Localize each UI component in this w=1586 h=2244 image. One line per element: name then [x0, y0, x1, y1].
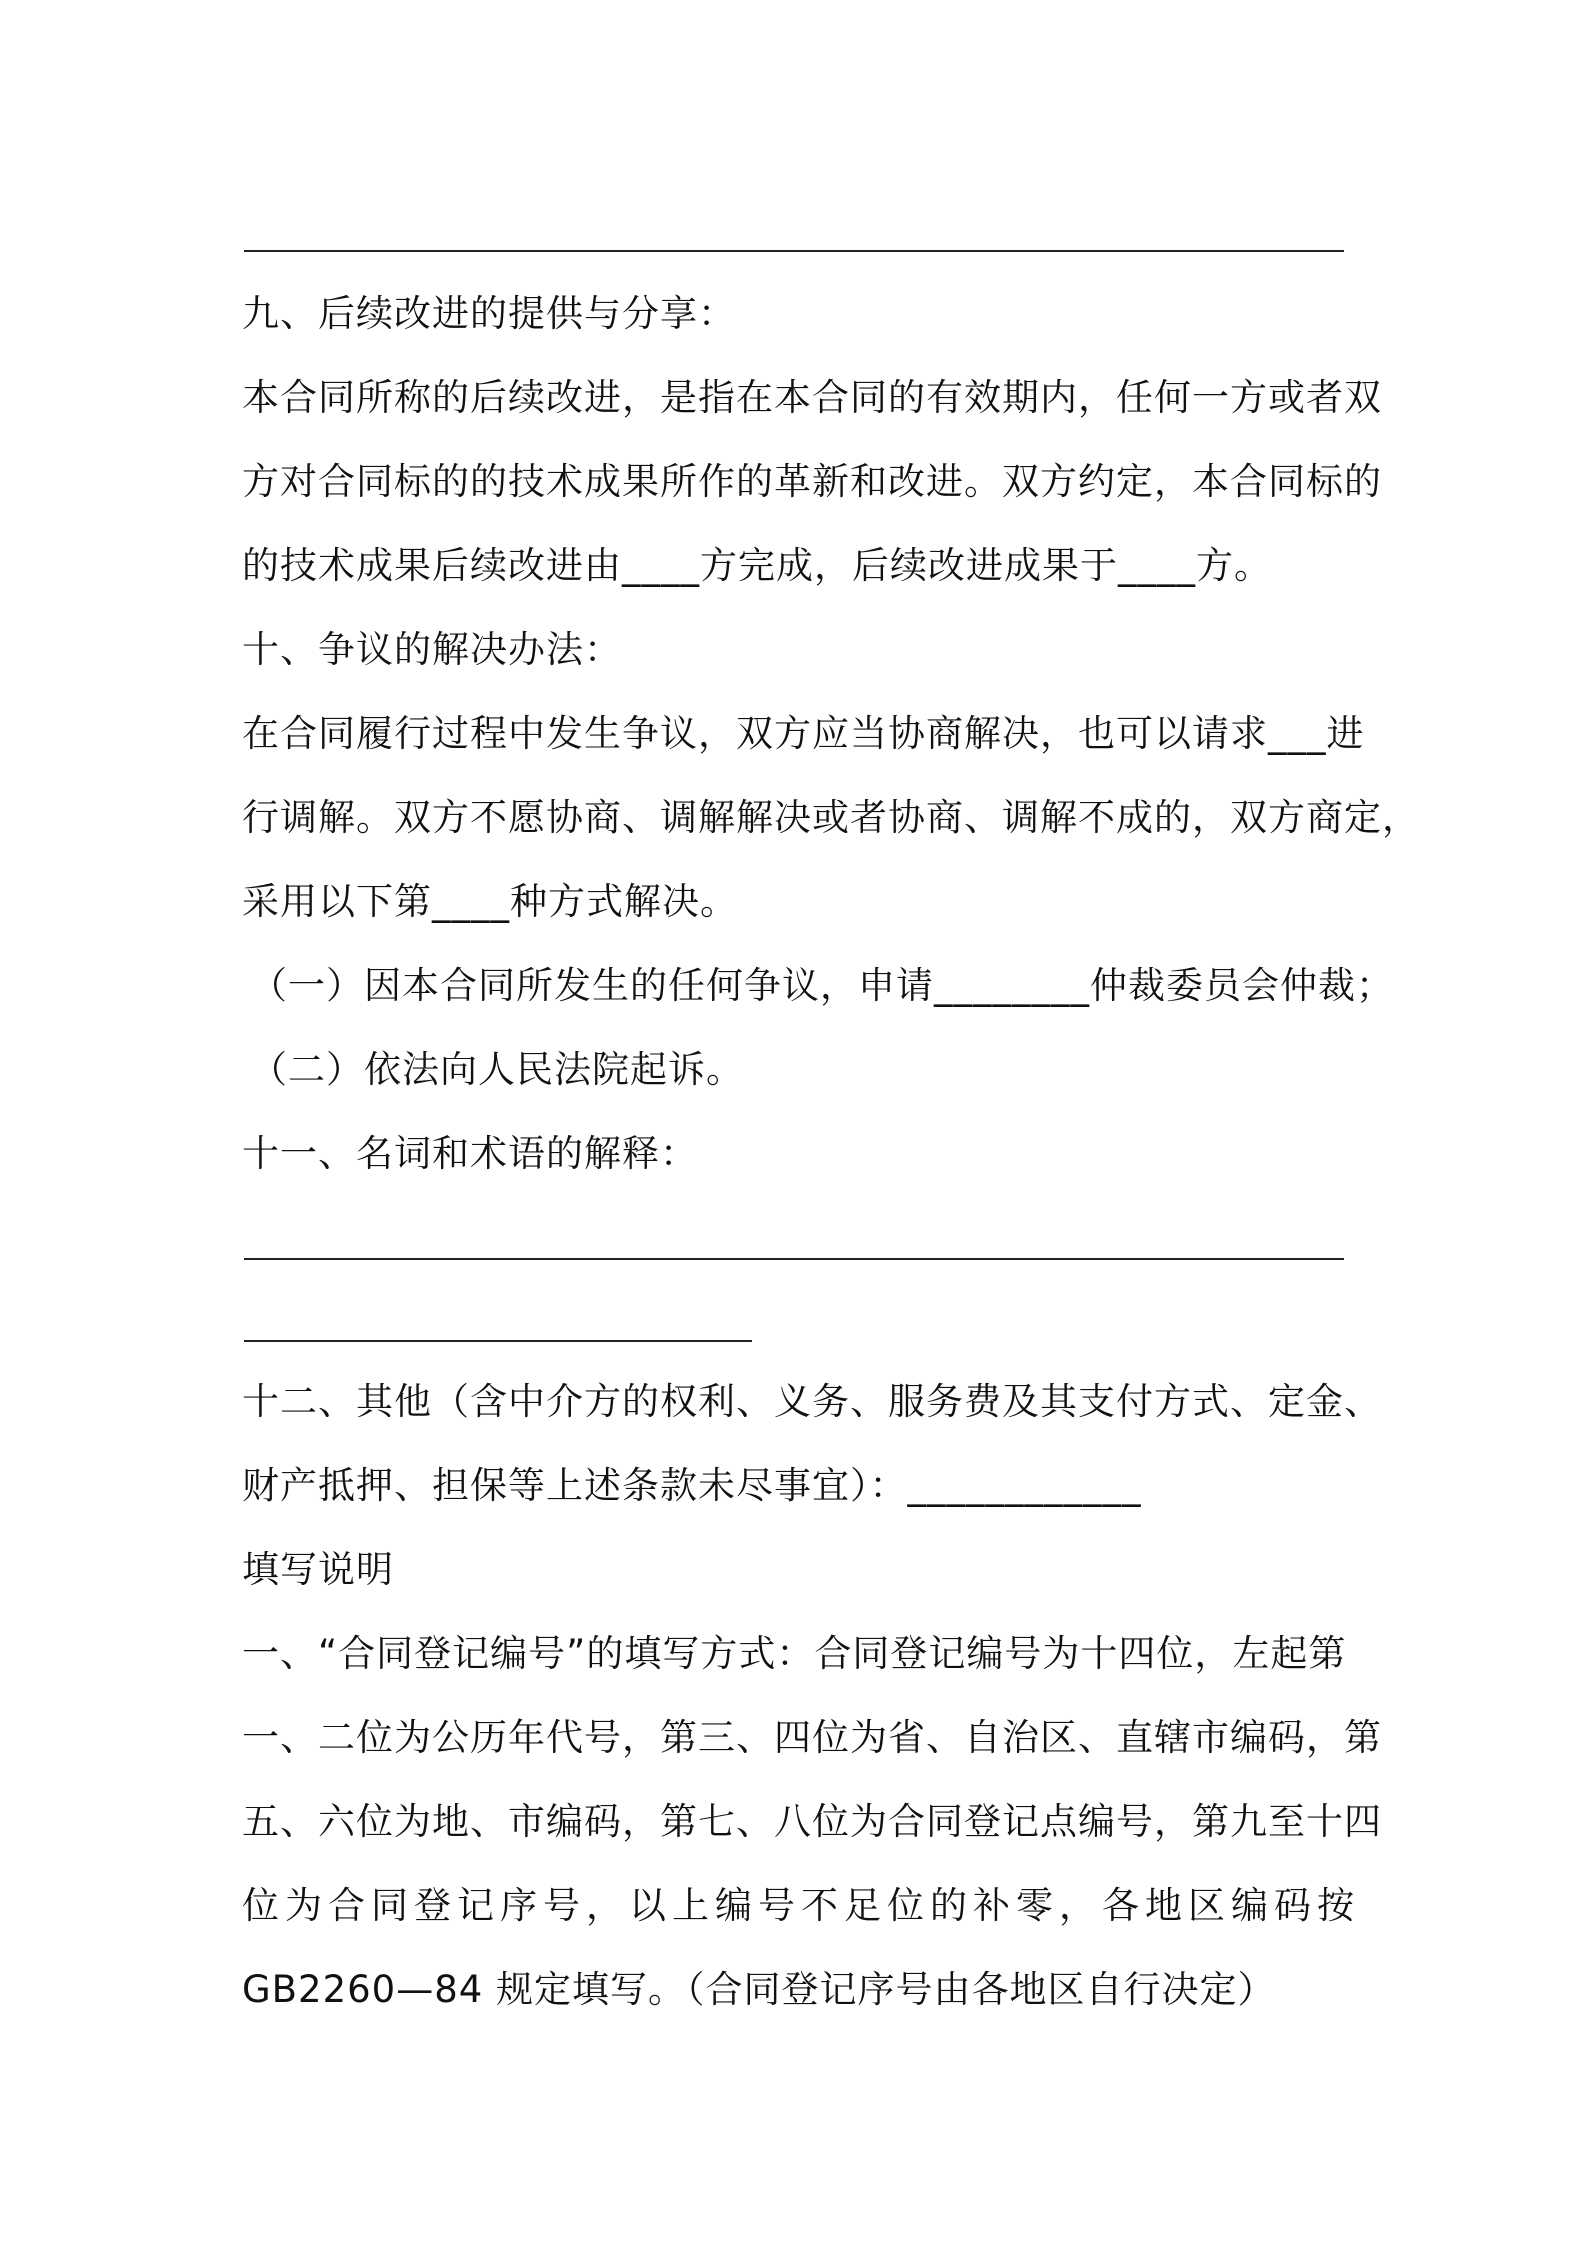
- section-9-paragraph-line: 方对合同标的的技术成果所作的革新和改进。双方约定，本合同标的: [242, 460, 1382, 503]
- instructions-paragraph-line: 五、六位为地、市编码，第七、八位为合同登记点编号，第九至十四: [242, 1800, 1382, 1843]
- section-11-heading: 十一、名词和术语的解释：: [242, 1132, 698, 1175]
- section-10-heading: 十、争议的解决办法：: [242, 628, 622, 671]
- section-10-option-1: （一）因本合同所发生的任何争议，申请________仲裁委员会仲裁；: [250, 964, 1394, 1007]
- section-12-paragraph-line: 财产抵押、担保等上述条款未尽事宜）：____________: [242, 1464, 1142, 1507]
- instructions-paragraph-line: 位为合同登记序号，以上编号不足位的补零，各地区编码按: [242, 1884, 1360, 1927]
- section-9-paragraph-line: 的技术成果后续改进由____方完成，后续改进成果于____方。: [242, 544, 1272, 587]
- section-12-heading: 十二、其他（含中介方的权利、义务、服务费及其支付方式、定金、: [242, 1380, 1382, 1423]
- section-11-blank-rule: [244, 1258, 1344, 1260]
- blank-rule-top: [244, 250, 1344, 252]
- instructions-paragraph-line: GB2260—84 规定填写。（合同登记序号由各地区自行决定）: [242, 1968, 1276, 2011]
- instructions-paragraph-line: 一、“合同登记编号”的填写方式：合同登记编号为十四位，左起第: [242, 1632, 1347, 1675]
- section-9-paragraph-line: 本合同所称的后续改进，是指在本合同的有效期内，任何一方或者双: [242, 376, 1382, 419]
- section-9-heading: 九、后续改进的提供与分享：: [242, 292, 736, 335]
- instructions-heading: 填写说明: [242, 1548, 394, 1591]
- instructions-paragraph-line: 一、二位为公历年代号，第三、四位为省、自治区、直辖市编码，第: [242, 1716, 1382, 1759]
- section-10-paragraph-line: 采用以下第____种方式解决。: [242, 880, 738, 923]
- section-10-option-2: （二）依法向人民法院起诉。: [250, 1048, 744, 1091]
- section-11-blank-rule-short: [244, 1340, 752, 1342]
- section-10-paragraph-line: 在合同履行过程中发生争议，双方应当协商解决，也可以请求___进: [242, 712, 1365, 755]
- section-10-paragraph-line: 行调解。双方不愿协商、调解解决或者协商、调解不成的，双方商定，: [242, 796, 1420, 839]
